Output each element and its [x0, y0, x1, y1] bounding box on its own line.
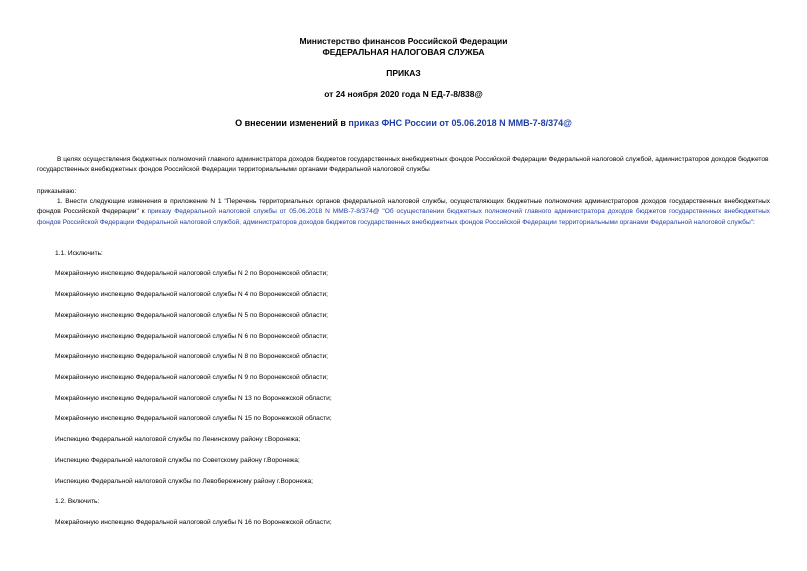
list-item: Межрайонную инспекцию Федеральной налоговой службы N 16 по Воронежской области; — [55, 519, 332, 526]
order-word: приказываю: — [37, 188, 77, 195]
sub-item-1-1: 1.1. Исключить: — [55, 250, 103, 257]
preamble: В целях осуществления бюджетных полномочий главного администратора доходов бюджетов государственных внебюджетных фондов Российской Федерации Федеральной налоговой службой, администраторов доходов бюджетов государственных внебюджетных фондов Российской Федерации территориальными органами Федеральной налоговой службы — [37, 156, 769, 174]
list-item: Межрайонную инспекцию Федеральной налоговой службы N 8 по Воронежской области; — [55, 353, 329, 360]
item-1-prefix: 1. Внести следующие изменения в приложение N 1 "Перечень территориальных органов федеральной налоговой службы, осуществляющих бюджетные полномочия администраторов доходов государственных внебюджетных фондов Российской Федерации" к — [37, 198, 770, 216]
list-item: Межрайонную инспекцию Федеральной налоговой службы N 9 по Воронежской области; — [55, 374, 329, 381]
sub-item-1-2: 1.2. Включить: — [55, 498, 100, 505]
list-item: Межрайонную инспекцию Федеральной налоговой службы N 13 по Воронежской области; — [55, 395, 332, 402]
service-title: ФЕДЕРАЛЬНАЯ НАЛОГОВАЯ СЛУЖБА — [322, 47, 485, 57]
list-item: Инспекцию Федеральной налоговой службы по Советскому району г.Воронежа; — [55, 457, 300, 464]
list-item: Межрайонную инспекцию Федеральной налоговой службы N 4 по Воронежской области; — [55, 291, 329, 298]
list-item: Межрайонную инспекцию Федеральной налоговой службы N 2 по Воронежской области; — [55, 270, 329, 277]
list-item: Межрайонную инспекцию Федеральной налоговой службы N 6 по Воронежской области; — [55, 333, 329, 340]
subject-link[interactable]: приказ ФНС России от 05.06.2018 N ММВ-7-8/374@ — [348, 118, 572, 128]
list-item: Межрайонную инспекцию Федеральной налоговой службы N 5 по Воронежской области; — [55, 312, 329, 319]
doc-subject — [0, 118, 807, 129]
list-item: Межрайонную инспекцию Федеральной налоговой службы N 15 по Воронежской области; — [55, 415, 332, 422]
subject-prefix: О внесении изменений в — [235, 118, 349, 128]
item-1-suffix: : — [753, 218, 755, 226]
item-1-link[interactable]: приказу Федеральной налоговой службы от 05.06.2018 N ММВ-7-8/374@ "Об осуществлении бюджетных полномочий главного администратора доходов бюджетов государственных внебюджетных фондов Российской Федерации Федеральной налоговой службой, администраторов доходов бюджетов государственных внебюджетных фондов Российской Федерации территориальными органами Федеральной налоговой службы" — [37, 208, 770, 226]
list-item: Инспекцию Федеральной налоговой службы по Ленинскому району г.Воронежа; — [55, 436, 301, 443]
item-1 — [37, 197, 770, 228]
doc-date-number: от 24 ноября 2020 года N ЕД-7-8/838@ — [324, 89, 483, 99]
list-item: Инспекцию Федеральной налоговой службы по Левобережному району г.Воронежа; — [55, 478, 313, 485]
doc-type: ПРИКАЗ — [386, 68, 421, 78]
ministry-title: Министерство финансов Российской Федерации — [299, 36, 508, 46]
